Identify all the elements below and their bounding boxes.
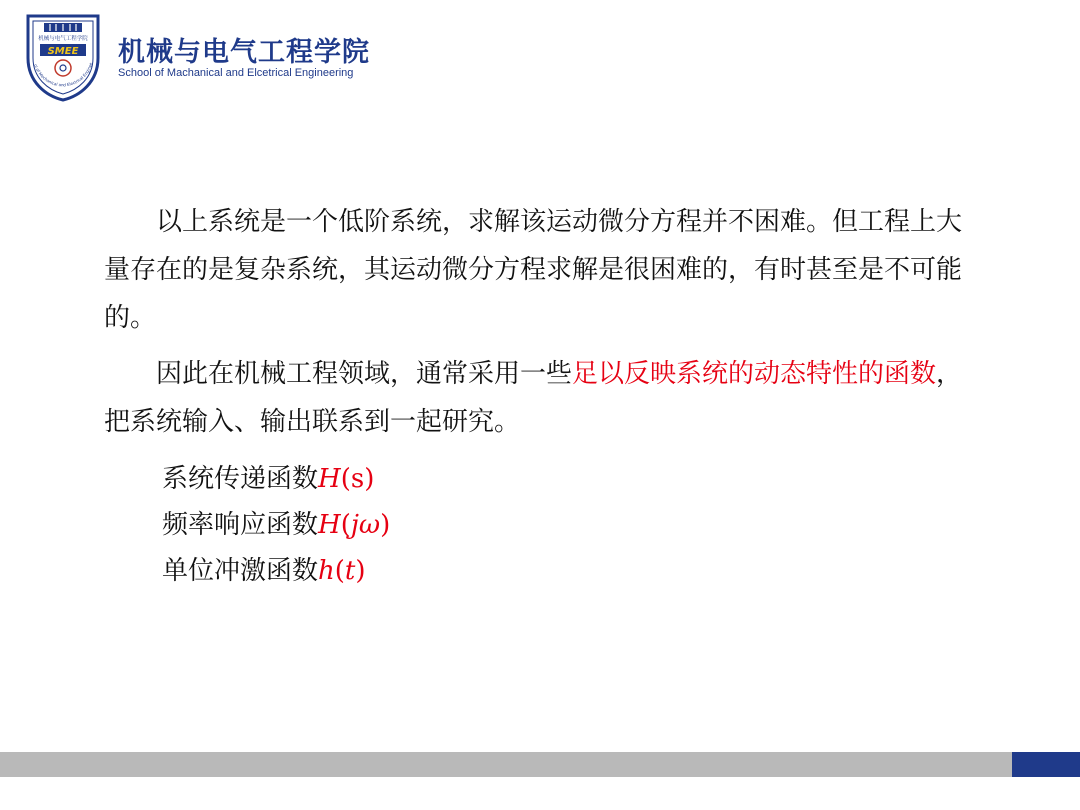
- function-label: 频率响应函数: [162, 510, 319, 540]
- logo-abbr: SMEE: [47, 46, 79, 57]
- function-item-frequency: [162, 502, 984, 548]
- school-name-cn: 机械与电气工程学院: [118, 37, 370, 68]
- function-label: 系统传递函数: [162, 464, 319, 494]
- function-list: [104, 456, 984, 594]
- function-symbol: H(s): [318, 464, 375, 494]
- logo-top-text: 机械与电气工程学院: [38, 36, 88, 42]
- paragraph-2-highlight: 足以反映系统的动态特性的函数: [572, 359, 937, 389]
- school-name-en: School of Machanical and Elcetrical Engineering: [118, 67, 354, 79]
- footer-accent-block: [1012, 752, 1080, 777]
- paragraph-2-text-after: ，把系统输入、输出联系到一起研究。: [104, 359, 963, 437]
- school-emblem-icon: [22, 12, 104, 102]
- logo-ring-text: ol of Mechanical and Electrical Enginee: [33, 61, 94, 88]
- paragraph-2-text-before: 因此在机械工程领域，通常采用一些: [156, 359, 573, 389]
- function-item-impulse: [162, 548, 984, 594]
- function-symbol: H(jω): [318, 510, 391, 540]
- slide-body: [104, 198, 984, 594]
- paragraph-2: [104, 350, 984, 446]
- function-label: 单位冲激函数: [162, 556, 319, 586]
- header: [22, 12, 622, 102]
- function-item-transfer: [162, 456, 984, 502]
- function-symbol: h(t): [318, 556, 366, 586]
- paragraph-1: 以上系统是一个低阶系统，求解该运动微分方程并不困难。但工程上大量存在的是复杂系统，其运动微分方程求解是很困难的，有时甚至是不可能的。: [104, 207, 963, 333]
- footer-bar: [0, 752, 1012, 777]
